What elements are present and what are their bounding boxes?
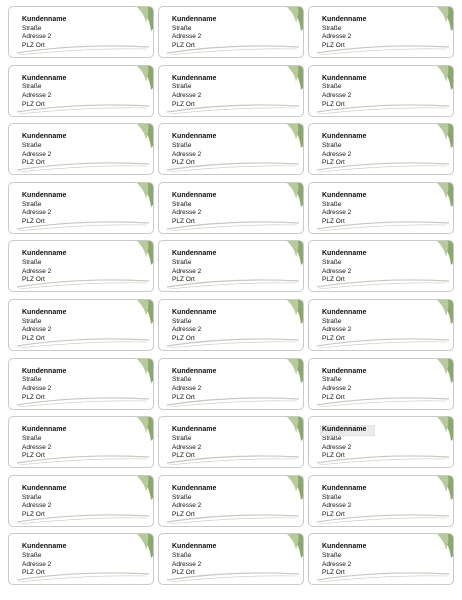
postal-city-line[interactable]: PLZ Ort (22, 569, 45, 577)
customer-name[interactable]: Kundenname (172, 543, 217, 551)
customer-name[interactable]: Kundenname (322, 367, 367, 375)
address2-line[interactable]: Adresse 2 (172, 443, 202, 451)
customer-name[interactable]: Kundenname (322, 308, 367, 316)
postal-city-line[interactable]: PLZ Ort (22, 452, 45, 460)
address-label[interactable] (8, 299, 154, 351)
street-line[interactable]: Straße (172, 435, 192, 443)
address-label[interactable] (308, 299, 454, 351)
street-line[interactable]: Straße (22, 200, 42, 208)
street-line[interactable]: Straße (22, 317, 42, 325)
label-text-block (172, 309, 216, 344)
address-label[interactable] (8, 240, 154, 292)
street-line[interactable]: Straße (172, 142, 192, 150)
street-line[interactable]: Straße (322, 24, 342, 32)
address-label[interactable] (8, 416, 154, 468)
street-line[interactable]: Straße (22, 259, 42, 267)
address-label[interactable] (308, 475, 454, 527)
address2-line[interactable]: Adresse 2 (22, 560, 52, 568)
street-line[interactable]: Straße (322, 435, 342, 443)
customer-name[interactable]: Kundenname (172, 16, 217, 23)
address-label[interactable] (8, 123, 154, 175)
street-line[interactable]: Straße (22, 552, 42, 560)
address-label[interactable] (8, 182, 154, 234)
postal-city-line[interactable]: PLZ Ort (172, 276, 195, 284)
address-label[interactable] (308, 358, 454, 410)
address-label[interactable] (308, 123, 454, 175)
postal-city-line[interactable]: PLZ Ort (322, 335, 345, 343)
address2-line[interactable]: Adresse 2 (22, 443, 52, 451)
street-line[interactable]: Straße (322, 493, 342, 501)
postal-city-line[interactable]: PLZ Ort (322, 42, 345, 50)
customer-name[interactable]: Kundenname (22, 426, 67, 434)
customer-name[interactable]: Kundenname (22, 74, 67, 82)
postal-city-line[interactable]: PLZ Ort (22, 100, 45, 108)
address-label[interactable] (158, 123, 304, 175)
address2-line[interactable]: Adresse 2 (322, 92, 352, 100)
address-label[interactable] (158, 182, 304, 234)
label-text-block (172, 133, 216, 168)
customer-name[interactable]: Kundenname (22, 16, 67, 23)
postal-city-line[interactable]: PLZ Ort (172, 100, 195, 108)
address2-line[interactable]: Adresse 2 (172, 209, 202, 217)
labels-grid (8, 6, 454, 585)
street-line[interactable]: Straße (322, 317, 342, 325)
address2-line[interactable]: Adresse 2 (22, 209, 52, 217)
postal-city-line[interactable]: PLZ Ort (22, 393, 45, 401)
postal-city-line[interactable]: PLZ Ort (322, 510, 345, 518)
street-line[interactable]: Straße (172, 552, 192, 560)
address-label[interactable] (158, 475, 304, 527)
label-text-block (172, 485, 216, 520)
postal-city-line[interactable]: PLZ Ort (172, 42, 195, 50)
customer-name[interactable]: Kundenname (322, 543, 367, 551)
address-label[interactable] (308, 65, 454, 117)
label-text-block (322, 426, 374, 461)
address-label[interactable] (308, 533, 454, 585)
address2-line[interactable]: Adresse 2 (22, 92, 52, 100)
address-label[interactable] (308, 240, 454, 292)
address-label[interactable] (8, 65, 154, 117)
address-label[interactable] (8, 533, 154, 585)
postal-city-line[interactable]: PLZ Ort (172, 569, 195, 577)
street-line[interactable]: Straße (22, 24, 42, 32)
street-line[interactable]: Straße (172, 376, 192, 384)
postal-city-line[interactable]: PLZ Ort (172, 452, 195, 460)
street-line[interactable]: Straße (22, 142, 42, 150)
label-text-block (22, 309, 66, 344)
address2-line[interactable]: Adresse 2 (172, 150, 202, 158)
postal-city-line[interactable]: PLZ Ort (322, 393, 345, 401)
customer-name[interactable]: Kundenname (22, 133, 67, 141)
customer-name[interactable]: Kundenname (322, 484, 367, 492)
street-line[interactable]: Straße (322, 376, 342, 384)
street-line[interactable]: Straße (172, 83, 192, 91)
address2-line[interactable]: Adresse 2 (322, 502, 352, 510)
address2-line[interactable]: Adresse 2 (22, 33, 52, 41)
street-line[interactable]: Straße (22, 493, 42, 501)
address2-line[interactable]: Adresse 2 (322, 443, 352, 451)
label-text-block (22, 543, 66, 578)
postal-city-line[interactable]: PLZ Ort (172, 393, 195, 401)
label-text-block (172, 250, 216, 285)
address2-line[interactable]: Adresse 2 (322, 209, 352, 217)
customer-name[interactable]: Kundenname (322, 74, 367, 82)
label-text-block (22, 75, 66, 110)
address2-line[interactable]: Adresse 2 (322, 560, 352, 568)
label-text-block (322, 368, 366, 403)
customer-name[interactable]: Kundenname (22, 191, 67, 199)
postal-city-line[interactable]: PLZ Ort (172, 217, 195, 225)
customer-name[interactable]: Kundenname (172, 133, 217, 141)
customer-name[interactable]: Kundenname (22, 250, 67, 258)
label-text-block (322, 309, 366, 344)
street-line[interactable]: Straße (22, 83, 42, 91)
customer-name[interactable]: Kundenname (172, 367, 217, 375)
address2-line[interactable]: Adresse 2 (172, 33, 202, 41)
postal-city-line[interactable]: PLZ Ort (322, 217, 345, 225)
label-text-block (322, 16, 366, 51)
street-line[interactable]: Straße (172, 200, 192, 208)
label-text-block (172, 368, 216, 403)
address-label[interactable] (308, 416, 454, 468)
customer-name[interactable]: Kundenname (172, 484, 217, 492)
address2-line[interactable]: Adresse 2 (22, 502, 52, 510)
address-label[interactable] (8, 6, 154, 58)
street-line[interactable]: Straße (322, 259, 342, 267)
address-label[interactable] (158, 533, 304, 585)
label-text-block (172, 192, 216, 227)
street-line[interactable]: Straße (322, 200, 342, 208)
address-label[interactable] (158, 240, 304, 292)
address2-line[interactable]: Adresse 2 (172, 560, 202, 568)
street-line[interactable]: Straße (322, 552, 342, 560)
label-text-block (322, 485, 366, 520)
postal-city-line[interactable]: PLZ Ort (322, 100, 345, 108)
label-text-block (22, 426, 66, 461)
postal-city-line[interactable]: PLZ Ort (22, 335, 45, 343)
address2-line[interactable]: Adresse 2 (22, 326, 52, 334)
address-label[interactable] (308, 182, 454, 234)
customer-name[interactable]: Kundenname (172, 308, 217, 316)
address-label[interactable] (308, 6, 454, 58)
label-text-block (172, 426, 216, 461)
address2-line[interactable]: Adresse 2 (322, 150, 352, 158)
address2-line[interactable]: Adresse 2 (172, 385, 202, 393)
customer-name[interactable]: Kundenname (22, 543, 67, 551)
postal-city-line[interactable]: PLZ Ort (322, 452, 345, 460)
postal-city-line[interactable]: PLZ Ort (322, 159, 345, 167)
customer-name[interactable]: Kundenname (322, 16, 367, 23)
postal-city-line[interactable]: PLZ Ort (22, 159, 45, 167)
label-text-block (22, 250, 66, 285)
street-line[interactable]: Straße (172, 24, 192, 32)
label-text-block (22, 16, 66, 51)
address2-line[interactable]: Adresse 2 (322, 267, 352, 275)
address-label[interactable] (158, 299, 304, 351)
label-text-block (22, 368, 66, 403)
postal-city-line[interactable]: PLZ Ort (172, 159, 195, 167)
customer-name[interactable]: Kundenname (322, 250, 367, 258)
customer-name[interactable]: Kundenname (172, 74, 217, 82)
address-label[interactable] (8, 475, 154, 527)
address-label[interactable] (158, 358, 304, 410)
customer-name[interactable]: Kundenname (22, 308, 67, 316)
postal-city-line[interactable]: PLZ Ort (322, 569, 345, 577)
postal-city-line[interactable]: PLZ Ort (172, 335, 195, 343)
label-text-block (172, 543, 216, 578)
customer-name[interactable]: Kundenname (172, 191, 217, 199)
customer-name[interactable]: Kundenname (172, 250, 217, 258)
address-label[interactable] (158, 6, 304, 58)
postal-city-line[interactable]: PLZ Ort (22, 510, 45, 518)
postal-city-line[interactable]: PLZ Ort (322, 276, 345, 284)
street-line[interactable]: Straße (172, 317, 192, 325)
customer-name[interactable]: Kundenname (172, 426, 217, 434)
street-line[interactable]: Straße (22, 376, 42, 384)
label-text-block (322, 75, 366, 110)
address2-line[interactable]: Adresse 2 (322, 326, 352, 334)
address2-line[interactable]: Adresse 2 (172, 92, 202, 100)
label-text-block (322, 192, 366, 227)
customer-name[interactable]: Kundenname (22, 484, 67, 492)
customer-name[interactable]: Kundenname (321, 426, 374, 435)
address-label[interactable] (8, 358, 154, 410)
postal-city-line[interactable]: PLZ Ort (22, 217, 45, 225)
address-label[interactable] (158, 416, 304, 468)
postal-city-line[interactable]: PLZ Ort (22, 276, 45, 284)
label-text-block (22, 192, 66, 227)
street-line[interactable]: Straße (322, 142, 342, 150)
label-text-block (22, 133, 66, 168)
address2-line[interactable]: Adresse 2 (22, 385, 52, 393)
customer-name[interactable]: Kundenname (322, 191, 367, 199)
address2-line[interactable]: Adresse 2 (172, 326, 202, 334)
customer-name[interactable]: Kundenname (22, 367, 67, 375)
label-text-block (322, 250, 366, 285)
address2-line[interactable]: Adresse 2 (322, 33, 352, 41)
address2-line[interactable]: Adresse 2 (172, 502, 202, 510)
customer-name[interactable]: Kundenname (322, 133, 367, 141)
street-line[interactable]: Straße (172, 259, 192, 267)
street-line[interactable]: Straße (322, 83, 342, 91)
address2-line[interactable]: Adresse 2 (172, 267, 202, 275)
label-text-block (172, 16, 216, 51)
address2-line[interactable]: Adresse 2 (322, 385, 352, 393)
label-text-block (322, 543, 366, 578)
label-text-block (322, 133, 366, 168)
address-label[interactable] (158, 65, 304, 117)
label-text-block (22, 485, 66, 520)
postal-city-line[interactable]: PLZ Ort (22, 42, 45, 50)
postal-city-line[interactable]: PLZ Ort (172, 510, 195, 518)
label-text-block (172, 75, 216, 110)
street-line[interactable]: Straße (22, 435, 42, 443)
address2-line[interactable]: Adresse 2 (22, 267, 52, 275)
address2-line[interactable]: Adresse 2 (22, 150, 52, 158)
street-line[interactable]: Straße (172, 493, 192, 501)
